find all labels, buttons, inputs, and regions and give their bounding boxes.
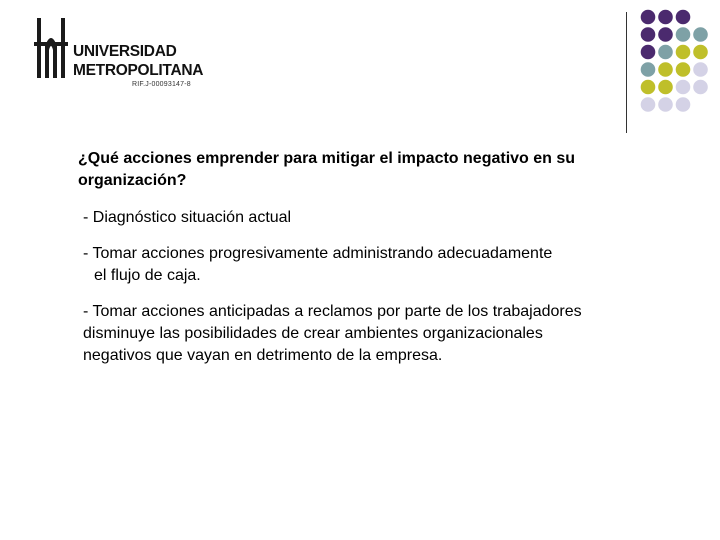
decorative-dot	[658, 45, 673, 60]
decorative-dot	[693, 62, 708, 77]
slide-content	[78, 148, 638, 367]
decorative-dot	[676, 62, 691, 77]
decorative-dot	[676, 27, 691, 42]
logo-line-1: UNIVERSIDAD	[73, 43, 177, 60]
decorative-dot	[658, 62, 673, 77]
decorative-dot	[641, 80, 656, 95]
decorative-dot	[676, 45, 691, 60]
decorative-dot	[641, 27, 656, 42]
logo-rif: RIF.J-00093147-8	[132, 81, 191, 88]
bullet-acciones-anticipadas: - Tomar acciones anticipadas a reclamos por parte de los trabajadores disminuye las posibilidades de crear ambientes organizacionales negativos que vayan en detrimento de la empresa.	[83, 303, 582, 364]
decorative-dot	[693, 27, 708, 42]
decorative-dot	[658, 27, 673, 42]
logo-line-2: METROPOLITANA	[73, 62, 204, 79]
header-divider	[626, 12, 627, 133]
bullet-diagnostico: - Diagnóstico situación actual	[83, 209, 292, 226]
decorative-dot	[641, 10, 656, 25]
decorative-dot	[641, 45, 656, 60]
decorative-dot	[693, 80, 708, 95]
decorative-dot	[658, 10, 673, 25]
decorative-dot	[693, 45, 708, 60]
bullet-tomar-acciones	[78, 243, 638, 287]
decorative-dot	[676, 80, 691, 95]
decorative-dot	[658, 80, 673, 95]
decorative-dot	[658, 97, 673, 112]
decorative-dot	[641, 62, 656, 77]
slide-question: ¿Qué acciones emprender para mitigar el impacto negativo en su organización?	[78, 150, 576, 189]
decorative-dot	[676, 10, 691, 25]
university-logo	[30, 14, 210, 94]
bullet-tomar-acciones-line2: el flujo de caja.	[94, 267, 201, 284]
university-emblem-icon	[32, 16, 72, 86]
bullet-tomar-acciones-line1: - Tomar acciones progresivamente administrando adecuadamente	[83, 245, 553, 262]
decorative-dot	[641, 97, 656, 112]
decorative-dot	[676, 97, 691, 112]
